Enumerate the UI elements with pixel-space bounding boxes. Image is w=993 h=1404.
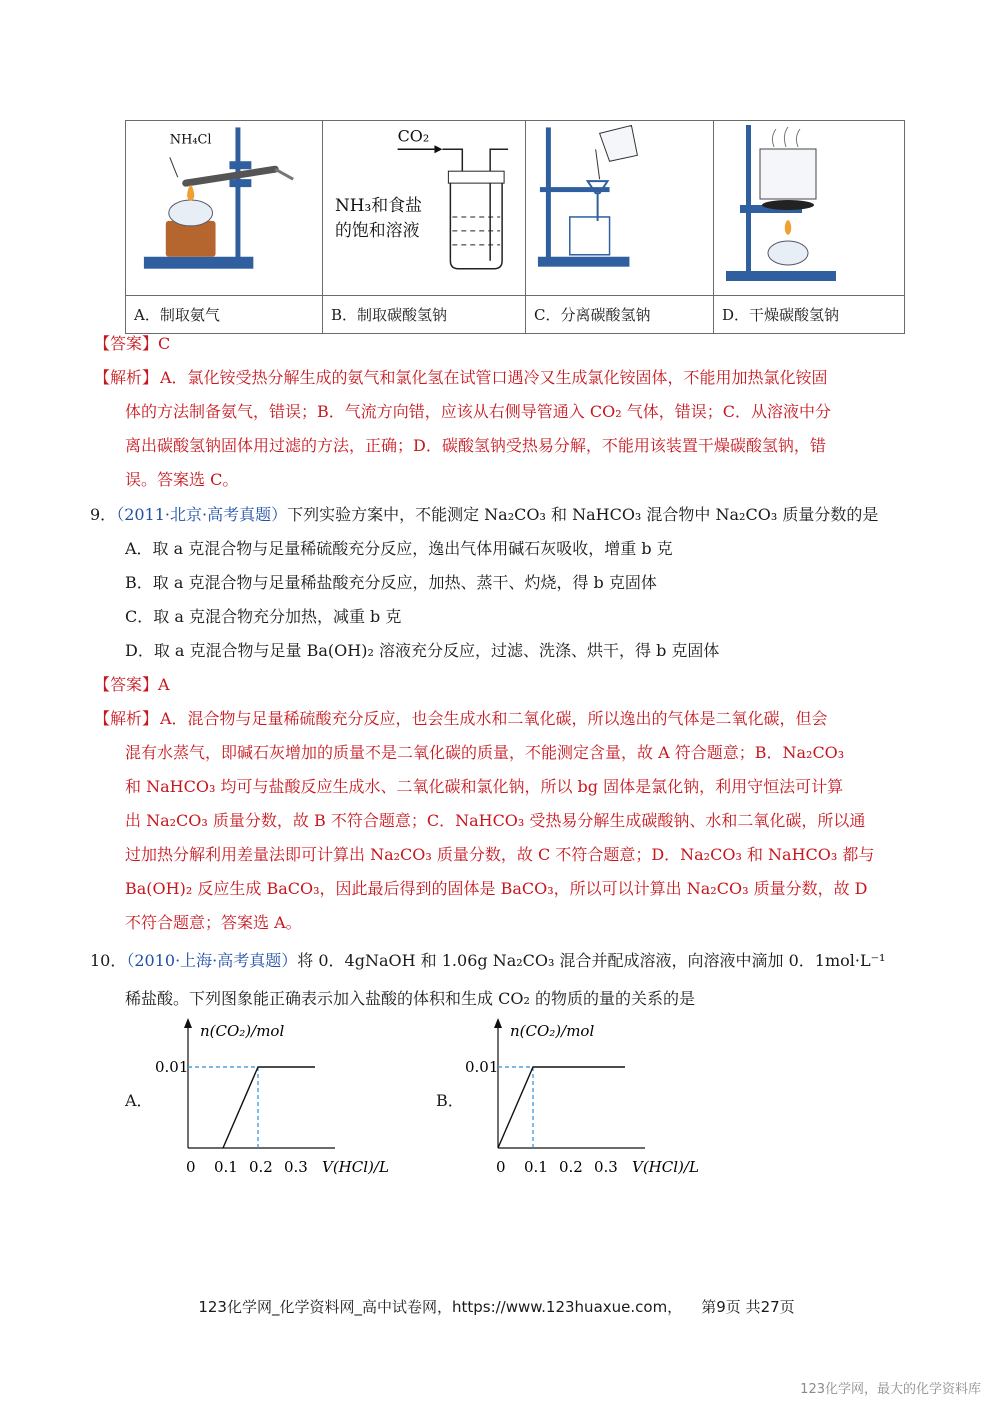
q8-analysis-tag: 【解析】 xyxy=(94,368,159,387)
question-number: 9． xyxy=(90,505,117,524)
q9-analysis-line-6: Ba(OH)₂ 反应生成 BaCO₃，因此最后得到的固体是 BaCO₃，所以可以计算出 Na₂CO₃ 质量分数，故 D xyxy=(125,879,868,898)
answer-tag: 【答案】 xyxy=(94,334,159,353)
graph-a-plot xyxy=(188,1067,315,1148)
filtration-apparatus-image xyxy=(526,121,713,295)
x-tick-3: 0.3 xyxy=(594,1158,618,1176)
graph-a xyxy=(150,1018,410,1176)
watermark-text: 123化学网，最大的化学资料库 xyxy=(800,1382,981,1397)
q9-analysis-line-5: 过加热分解利用差量法即可计算出 Na₂CO₃ 质量分数，故 C 不符合题意；D．Na₂CO₃ 和 NaHCO₃ 都与 xyxy=(125,845,875,864)
q8-analysis-line-3: 离出碳酸氢钠固体用过滤的方法，正确；D．碳酸氢钠受热易分解，不能用该装置干燥碳酸氢钠，错 xyxy=(125,436,826,455)
q10-stem-line-2: 稀盐酸。下列图象能正确表示加入盐酸的体积和生成 CO₂ 的物质的量的关系的是 xyxy=(125,989,695,1008)
x-tick-3: 0.3 xyxy=(284,1158,308,1176)
solution-label-1: NH₃和食盐 xyxy=(334,194,422,215)
q8-analysis-line-2: 体的方法制备氨气，错误；B．气流方向错，应该从右侧导管通入 CO₂ 气体，错误；C．从溶液中分 xyxy=(125,402,831,421)
q9-analysis-line-2: 混有水蒸气，即碱石灰增加的质量不是二氧化碳的质量，不能测定含量，故 A 符合题意；B．Na₂CO₃ xyxy=(125,743,845,762)
series-line xyxy=(498,1067,625,1148)
drying-apparatus-image xyxy=(714,121,904,295)
y-tick-label: 0.01 xyxy=(155,1058,189,1076)
apparatus-table xyxy=(125,120,905,334)
q9-analysis-line-1: A．混合物与足量稀硫酸充分反应，也会生成水和二氧化碳，所以逸出的气体是二氧化碳，但会 xyxy=(160,709,828,728)
bicarbonate-apparatus-image xyxy=(323,121,525,295)
series-line xyxy=(223,1067,315,1148)
footer-page-number: 第9页 共27页 xyxy=(701,1298,795,1316)
q9-analysis-line-4: 出 Na₂CO₃ 质量分数，故 B 不符合题意；C．NaHCO₃ 受热易分解生成碳酸钠、水和二氧化碳，所以通 xyxy=(125,811,866,830)
question-stem-1: 将 0．4gNaOH 和 1.06g Na₂CO₃ 混合并配成溶液，向溶液中滴加 0．1mol·L⁻¹ xyxy=(297,951,886,970)
x-tick-1: 0.1 xyxy=(524,1158,548,1176)
q9-stem-line xyxy=(90,504,878,526)
y-axis-label: n(CO₂)/mol xyxy=(510,1022,595,1040)
answer-tag: 【答案】 xyxy=(94,675,159,694)
ammonia-apparatus-image xyxy=(126,121,322,295)
graph-b-option: B． xyxy=(436,1091,464,1110)
q8-analysis-line-4: 误。答案选 C。 xyxy=(125,470,239,489)
nh4cl-label: NH₄Cl xyxy=(169,132,212,148)
x-tick-2: 0.2 xyxy=(559,1158,583,1176)
x-tick-1: 0.1 xyxy=(214,1158,238,1176)
q9-option-d: D．取 a 克混合物与足量 Ba(OH)₂ 溶液充分反应，过滤、洗涤、烘干，得 b 克固体 xyxy=(125,641,720,660)
x-axis-label: V(HCl)/L xyxy=(322,1158,389,1176)
solution-label-2: 的饱和溶液 xyxy=(334,219,420,240)
x-tick-2: 0.2 xyxy=(249,1158,273,1176)
q9-option-b: B．取 a 克混合物与足量稀盐酸充分反应，加热、蒸干、灼烧，得 b 克固体 xyxy=(125,573,657,592)
q9-answer xyxy=(94,674,170,696)
answer-value: C xyxy=(158,334,171,353)
graph-a-option: A． xyxy=(125,1091,153,1110)
question-source: （2011·北京·高考真题） xyxy=(116,505,288,524)
q9-analysis-tag: 【解析】 xyxy=(94,709,159,728)
apparatus-c-caption: C．分离碳酸氢钠 xyxy=(526,295,713,333)
apparatus-c xyxy=(526,121,714,333)
apparatus-b xyxy=(323,121,526,333)
q9-option-c: C．取 a 克混合物充分加热，减重 b 克 xyxy=(125,607,402,626)
question-number: 10． xyxy=(90,951,127,970)
question-stem: 下列实验方案中，不能测定 Na₂CO₃ 和 NaHCO₃ 混合物中 Na₂CO₃ 质量分数的是 xyxy=(287,505,879,524)
question-source: （2010·上海·高考真题） xyxy=(126,951,298,970)
apparatus-a xyxy=(126,121,323,333)
y-axis-label: n(CO₂)/mol xyxy=(200,1022,285,1040)
q8-answer xyxy=(94,333,170,355)
q10-stem-line-1 xyxy=(90,950,885,972)
x-axis-label: V(HCl)/L xyxy=(632,1158,699,1176)
y-tick-label: 0.01 xyxy=(465,1058,499,1076)
co2-label: CO₂ xyxy=(397,126,430,146)
footer-site-text: 123化学网_化学资料网_高中试卷网，https://www.123huaxue.com， xyxy=(198,1298,683,1316)
page-footer xyxy=(0,1296,993,1317)
x-ticks xyxy=(186,1158,308,1176)
graph-b xyxy=(460,1018,720,1176)
q8-analysis-line-1: A．氯化铵受热分解生成的氨气和氯化氢在试管口遇冷又生成氯化铵固体，不能用加热氯化铵固 xyxy=(160,368,828,387)
apparatus-a-caption: A．制取氨气 xyxy=(126,295,322,333)
apparatus-b-caption: B．制取碳酸氢钠 xyxy=(323,295,525,333)
apparatus-d-caption: D．干燥碳酸氢钠 xyxy=(714,295,904,333)
q9-analysis-line-3: 和 NaHCO₃ 均可与盐酸反应生成水、二氧化碳和氯化钠，所以 bg 固体是氯化钠，利用守恒法可计算 xyxy=(125,777,844,796)
x-ticks xyxy=(496,1158,618,1176)
q9-option-a: A．取 a 克混合物与足量稀硫酸充分反应，逸出气体用碱石灰吸收，增重 b 克 xyxy=(125,539,673,558)
answer-value: A xyxy=(158,675,170,694)
x-tick-0: 0 xyxy=(186,1158,196,1176)
graph-b-plot xyxy=(498,1067,625,1148)
q9-analysis-line-7: 不符合题意；答案选 A。 xyxy=(125,913,302,932)
apparatus-d xyxy=(714,121,904,333)
x-tick-0: 0 xyxy=(496,1158,506,1176)
